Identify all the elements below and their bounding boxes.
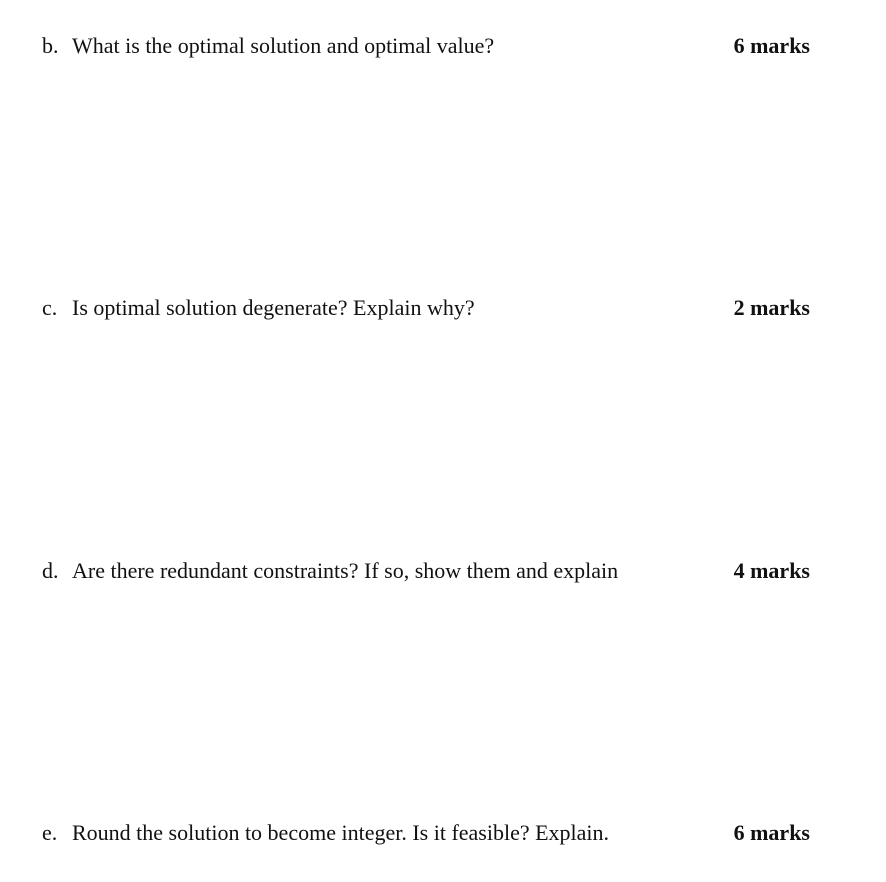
question-d [42, 556, 810, 586]
question-text: Are there redundant constraints? If so, show them and explain [72, 558, 619, 583]
question-c [42, 293, 810, 323]
question-b [42, 31, 810, 61]
question-text: What is the optimal solution and optimal value? [72, 33, 495, 58]
question-marks: 2 marks [733, 295, 810, 320]
question-marks: 6 marks [733, 33, 810, 58]
question-letter: e. [42, 820, 58, 845]
answer-space-c [42, 332, 810, 547]
question-letter: b. [42, 33, 59, 58]
question-text: Round the solution to become integer. Is it feasible? Explain. [72, 820, 610, 845]
question-marks: 6 marks [733, 820, 810, 845]
answer-space-d [42, 595, 810, 810]
question-text: Is optimal solution degenerate? Explain why? [72, 295, 475, 320]
answer-space-b [42, 70, 810, 285]
question-e [42, 818, 810, 848]
question-letter: d. [42, 558, 59, 583]
question-letter: c. [42, 295, 58, 320]
question-marks: 4 marks [733, 558, 810, 583]
